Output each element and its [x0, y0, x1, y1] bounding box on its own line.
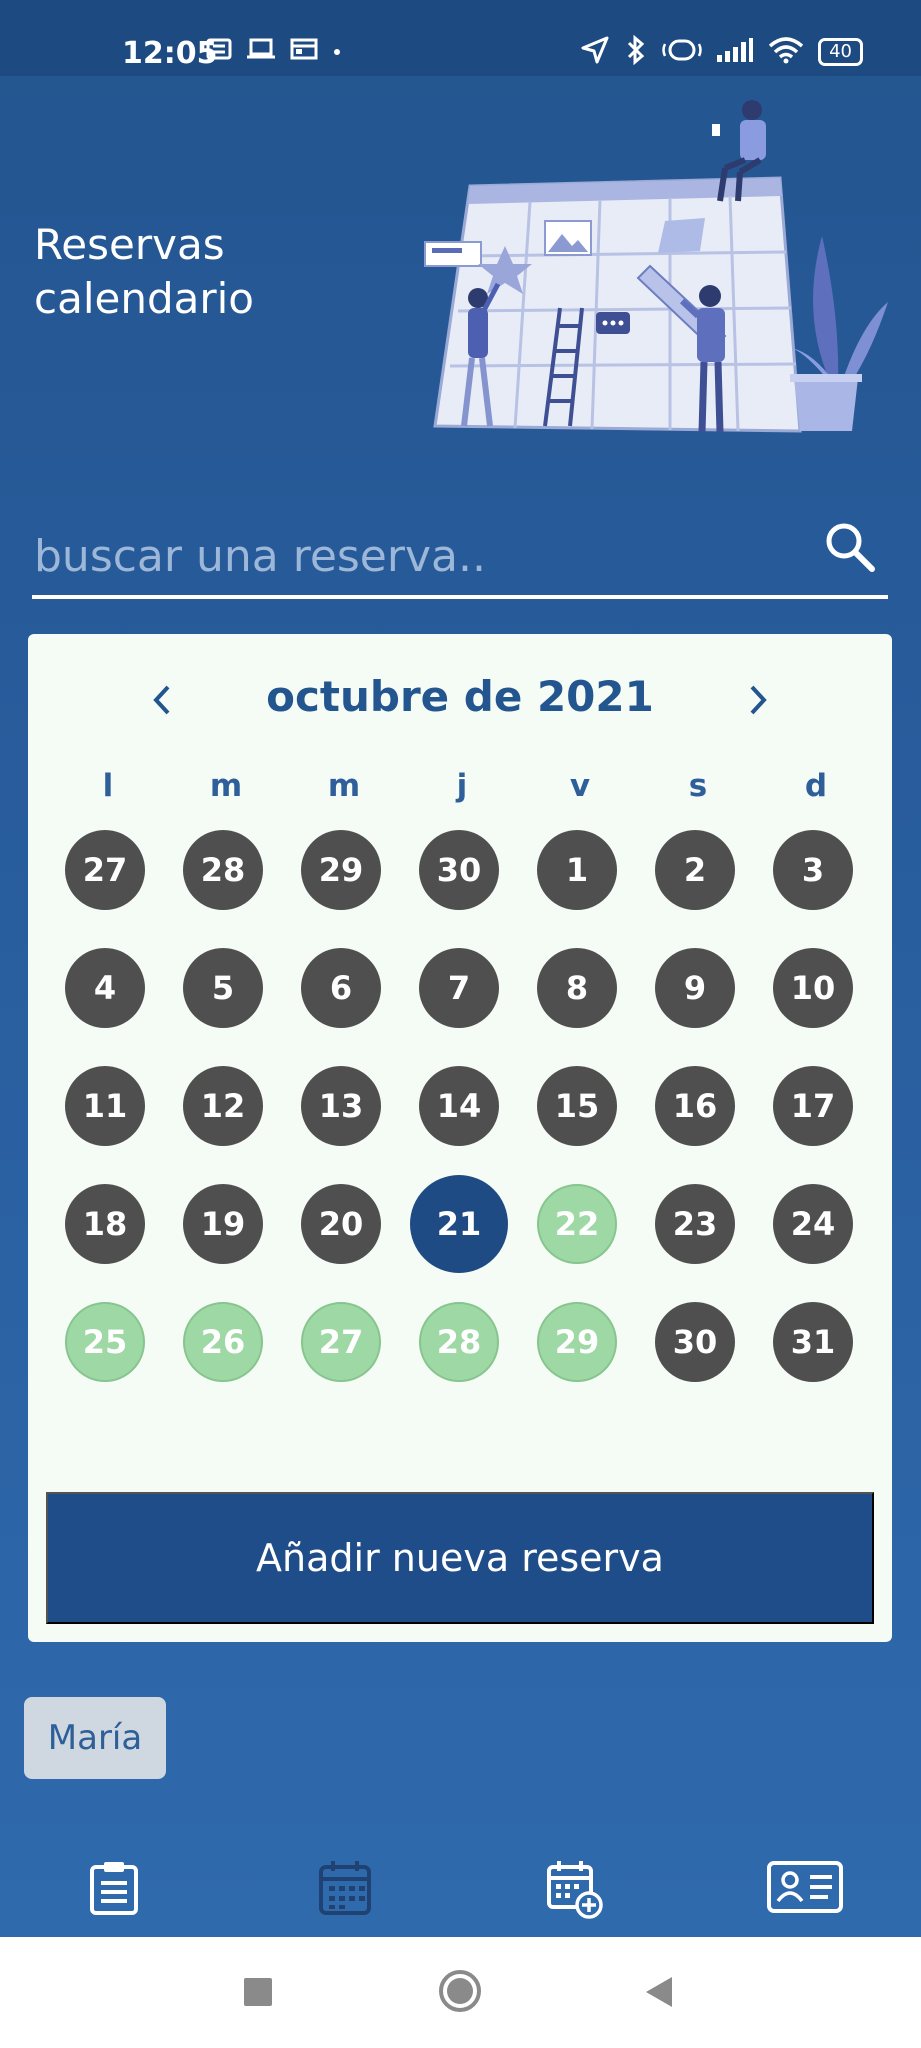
calendar-day[interactable]: 16 [655, 1066, 735, 1146]
calendar-day[interactable]: 24 [773, 1184, 853, 1264]
user-chip[interactable]: María [24, 1697, 166, 1779]
calendar-day-today[interactable]: 21 [410, 1175, 508, 1273]
calendar-day[interactable]: 14 [419, 1066, 499, 1146]
calendar-day[interactable]: 29 [301, 830, 381, 910]
home-button[interactable] [438, 1969, 482, 2017]
next-month-button[interactable] [730, 672, 786, 728]
calendar-day[interactable]: 20 [301, 1184, 381, 1264]
signal-icon [716, 37, 754, 67]
chevron-right-icon [746, 683, 770, 717]
calendar-day[interactable]: 19 [183, 1184, 263, 1264]
calendar-day[interactable]: 25 [65, 1302, 145, 1382]
month-navigation [28, 664, 892, 734]
calendar-day[interactable]: 2 [655, 830, 735, 910]
calendar-day[interactable]: 31 [773, 1302, 853, 1382]
back-button[interactable] [644, 1975, 674, 2013]
calendar-day[interactable]: 23 [655, 1184, 735, 1264]
calendar-day[interactable]: 15 [537, 1066, 617, 1146]
home-circle-icon [438, 1969, 482, 2013]
calendar-illustration [420, 96, 890, 446]
calendar-day[interactable]: 4 [65, 948, 145, 1028]
system-navigation-bar [0, 1937, 921, 2048]
weekday-label: d [804, 768, 828, 804]
calendar-day[interactable]: 30 [419, 830, 499, 910]
calendar-day[interactable]: 18 [65, 1184, 145, 1264]
square-icon [243, 1977, 273, 2007]
dot-icon [332, 42, 342, 61]
calendar-day[interactable]: 29 [537, 1302, 617, 1382]
calendar-day[interactable]: 10 [773, 948, 853, 1028]
calendar-day[interactable]: 26 [183, 1302, 263, 1382]
bluetooth-icon [624, 34, 648, 70]
calendar-notification-icon [290, 38, 318, 64]
vibrate-icon [662, 36, 702, 68]
calendar-day[interactable]: 27 [301, 1302, 381, 1382]
weekday-label: s [688, 768, 708, 804]
calendar-day[interactable]: 27 [65, 830, 145, 910]
page-title: Reservas calendario [34, 220, 254, 323]
id-card-icon[interactable] [766, 1859, 844, 1919]
add-reservation-button[interactable]: Añadir nueva reserva [46, 1492, 874, 1624]
month-label: octubre de 2021 [266, 672, 654, 721]
calendar-day[interactable]: 30 [655, 1302, 735, 1382]
notification-news-icon [206, 38, 232, 64]
laptop-icon [246, 38, 276, 64]
bottom-navigation [0, 1845, 921, 1937]
back-triangle-icon [644, 1975, 674, 2009]
calendar-day[interactable]: 3 [773, 830, 853, 910]
recent-apps-button[interactable] [243, 1977, 273, 2011]
calendar-card [28, 634, 892, 1642]
search-bar [32, 505, 888, 599]
calendar-day[interactable]: 7 [419, 948, 499, 1028]
wifi-icon [768, 36, 804, 68]
search-input[interactable] [32, 525, 796, 587]
weekday-label: j [456, 768, 468, 804]
calendar-day[interactable]: 11 [65, 1066, 145, 1146]
calendar-day[interactable]: 28 [419, 1302, 499, 1382]
calendar-day[interactable]: 9 [655, 948, 735, 1028]
clipboard-list-icon[interactable] [88, 1859, 140, 1921]
calendar-icon[interactable] [318, 1859, 372, 1921]
status-bar [0, 0, 921, 76]
calendar-day[interactable]: 22 [537, 1184, 617, 1264]
battery-icon: 40 [818, 38, 863, 66]
weekday-label: m [327, 768, 361, 804]
calendar-add-icon[interactable] [546, 1859, 604, 1923]
calendar-day[interactable]: 5 [183, 948, 263, 1028]
weekday-label: v [569, 768, 591, 804]
weekday-label: m [209, 768, 243, 804]
weekday-label: l [102, 768, 114, 804]
status-time: 12:05 [122, 36, 218, 71]
calendar-day[interactable]: 17 [773, 1066, 853, 1146]
search-icon[interactable] [820, 517, 880, 577]
calendar-day[interactable]: 12 [183, 1066, 263, 1146]
calendar-day[interactable]: 6 [301, 948, 381, 1028]
location-icon [580, 35, 610, 69]
calendar-day[interactable]: 28 [183, 830, 263, 910]
calendar-day[interactable]: 1 [537, 830, 617, 910]
calendar-day[interactable]: 13 [301, 1066, 381, 1146]
weekday-header [68, 768, 894, 808]
calendar-day[interactable]: 8 [537, 948, 617, 1028]
